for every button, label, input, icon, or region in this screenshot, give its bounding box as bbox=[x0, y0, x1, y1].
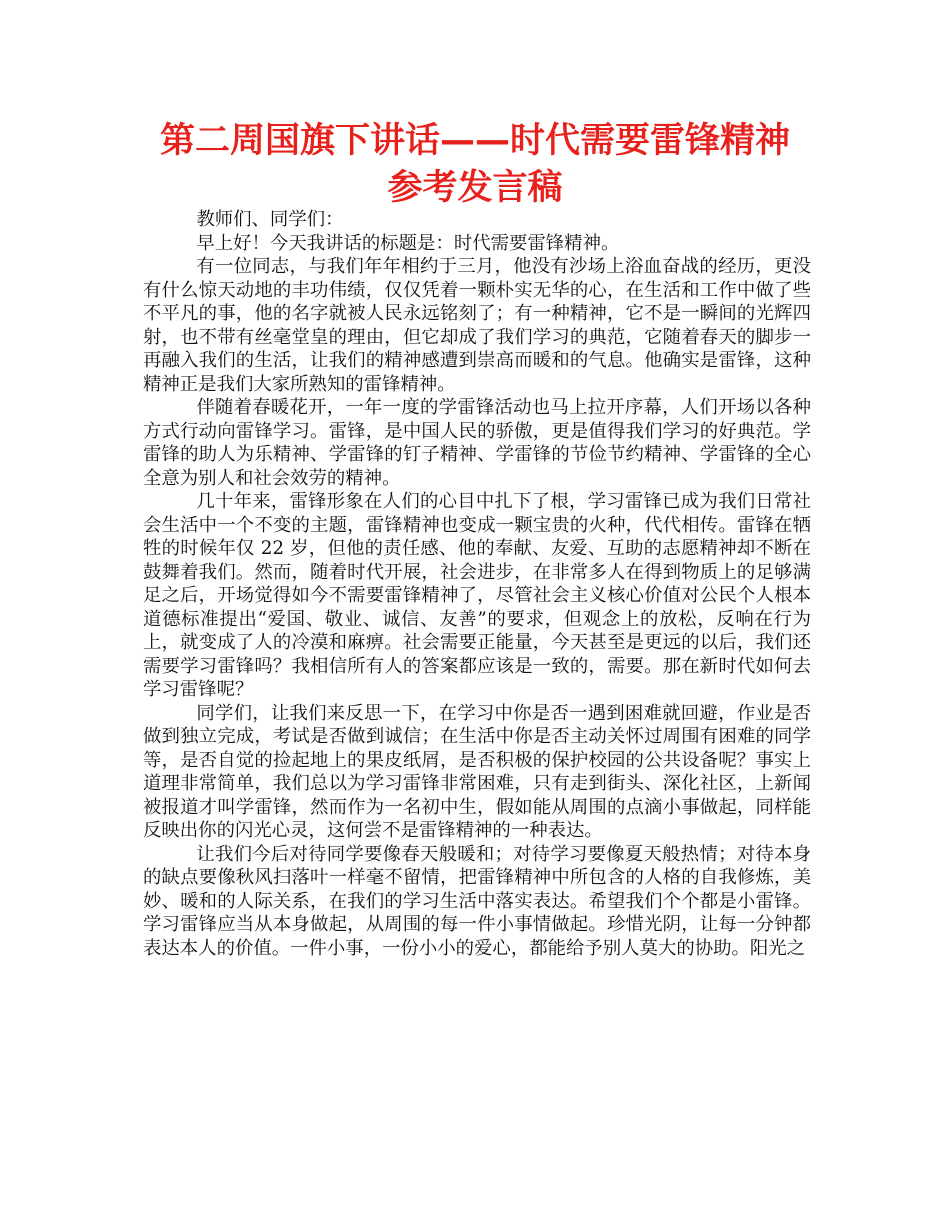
document-body bbox=[143, 208, 811, 960]
body-paragraph: 有一位同志，与我们年年相约于三月，他没有沙场上浴血奋战的经历，更没有什么惊天动地的丰功伟绩，仅仅凭着一颗朴实无华的心，在生活和工作中做了些不平凡的事，他的名字就被人民永远铭刻了；有一种精神，它不是一瞬间的光辉四射，也不带有丝毫堂皇的理由，但它却成了我们学习的典范，它随着春天的脚步一再融入我们的生活，让我们的精神感遭到崇高而暖和的气息。他确实是雷锋，这种精神正是我们大家所熟知的雷锋精神。 bbox=[143, 256, 811, 395]
body-paragraph: 几十年来，雷锋形象在人们的心目中扎下了根，学习雷锋已成为我们日常社会生活中一个不变的主题，雷锋精神也变成一颗宝贵的火种，代代相传。雷锋在牺牲的时候年仅 22 岁，但他的责任感、他的奉献、友爱、互助的志愿精神却不断在鼓舞着我们。然而，随着时代开展，社会进步，在非常多人在得到物质上的足够满足之后，开场觉得如今不需要雷锋精神了，尽管社会主义核心价值对公民个人根本道德标准提出“爱国、敬业、诚信、友善”的要求，但观念上的放松，反响在行为上，就变成了人的冷漠和麻痹。社会需要正能量，今天甚至是更远的以后，我们还需要学习雷锋吗？我相信所有人的答案都应该是一致的，需要。那在新时代如何去学习雷锋呢？ bbox=[143, 491, 811, 700]
title-line-1: 第二周国旗下讲话——时代需要雷锋精神 bbox=[159, 121, 790, 161]
salutation: 教师们、同学们： bbox=[196, 209, 344, 230]
body-paragraph: 同学们，让我们来反思一下，在学习中你是否一遇到困难就回避，作业是否做到独立完成，考试是否做到诚信；在生活中你是否主动关怀过周围有困难的同学等，是否自觉的捡起地上的果皮纸屑，是否积极的保护校园的公共设备呢？事实上道理非常简单，我们总以为学习雷锋非常困难，只有走到街头、深化社区，上新闻被报道才叫学雷锋，然而作为一名初中生，假如能从周围的点滴小事做起，同样能反映出你的闪光心灵，这何尝不是雷锋精神的一种表达。 bbox=[143, 702, 811, 841]
greeting-paragraph: 早上好！今天我讲话的标题是：时代需要雷锋精神。 bbox=[196, 232, 620, 254]
body-paragraph: 伴随着春暖花开，一年一度的学雷锋活动也马上拉开序幕，人们开场以各种方式行动向雷锋学习。雷锋，是中国人民的骄傲，更是值得我们学习的好典范。学雷锋的助人为乐精神、学雷锋的钉子精神、学雷锋的节俭节约精神、学雷锋的全心全意为别人和社会效劳的精神。 bbox=[143, 397, 811, 489]
body-paragraph: 让我们今后对待同学要像春天般暖和；对待学习要像夏天般热情；对待本身的缺点要像秋风扫落叶一样毫不留情，把雷锋精神中所包含的人格的自我修炼，美妙、暖和的人际关系，在我们的学习生活中落实表达。希望我们个个都是小雷锋。学习雷锋应当从本身做起，从周围的每一件小事情做起。珍惜光阴，让每一分钟都表达本人的价值。一件小事，一份小小的爱心，都能给予别人莫大的协助。阳光之 bbox=[143, 843, 811, 959]
title-line-2: 参考发言稿 bbox=[387, 168, 563, 208]
document-title bbox=[100, 118, 850, 212]
